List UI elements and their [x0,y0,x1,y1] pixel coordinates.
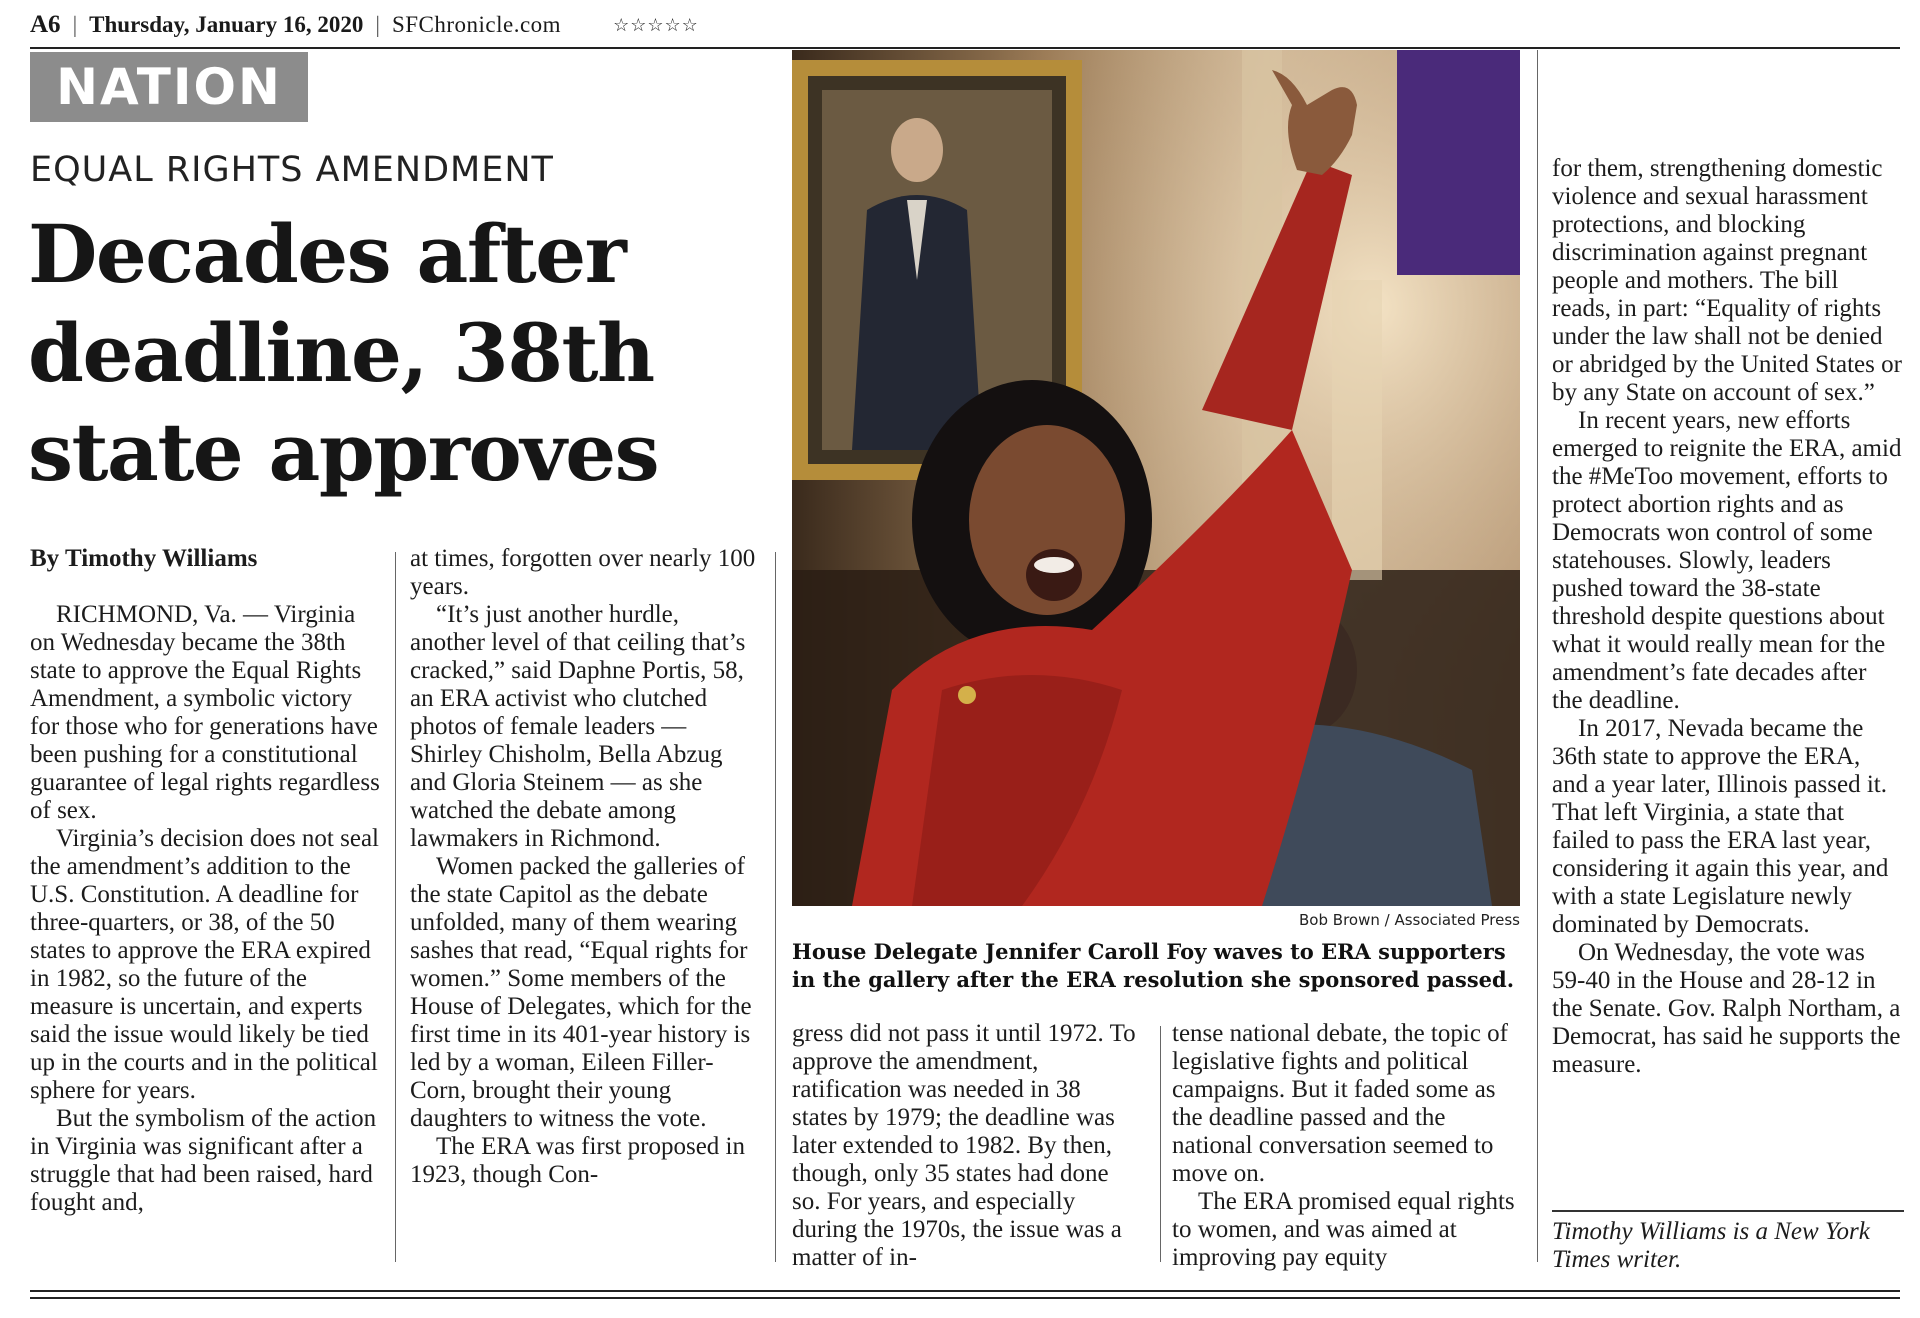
paragraph: The ERA promised equal rights to women, and was aimed at improving pay equity [1172,1188,1515,1271]
paragraph: “It’s just another hurdle, another level of that ceiling that’s cracked,” said Daphne Portis, 58, an ERA activist who clutched photos of female leaders — Shirley Chisholm, Bella Abzug and Gloria Steinem — as she watched the debate among lawmakers in Richmond. [410,601,746,852]
issue-date: Thursday, January 16, 2020 [89,12,364,37]
article-column-5 [1552,155,1902,1079]
paragraph: Women packed the galleries of the state Capitol as the debate unfolded, many of them wearing sashes that read, “Equal rights for women.” Some members of the House of Delegates, which for the first time in its 401-year history is led by a woman, Eileen Filler-Corn, brought their young daughters to witness the vote. [410,853,752,1132]
photo-caption: House Delegate Jennifer Caroll Foy waves to ERA supporters in the gallery after the ERA resolution she sponsored passed. [792,939,1515,992]
article-column-2 [410,545,758,1189]
folio-separator: | [72,12,78,37]
article-column-1 [30,545,380,1217]
site-name: SFChronicle.com [391,12,562,37]
column-divider [775,552,776,1262]
page-number: A6 [30,11,61,38]
folio-separator: | [375,12,380,37]
bottom-rule [30,1297,1900,1299]
paragraph: Virginia’s decision does not seal the amendment’s addition to the U.S. Constitution. A deadline for three-quarters, or 38, of the 50 states to approve the ERA expired in 1982, so the future of the measure is uncertain, and experts said the issue would likely be tied up in the courts and in the political sphere for years. [30,825,379,1104]
paragraph: for them, strengthening domestic violence and sexual harassment protections, and blocking discrimination against pregnant people and mothers. The bill reads, in part: “Equality of rights under the law shall not be denied or abridged by the United States or by any State on account of sex.” [1552,155,1902,406]
folio-line [30,8,699,42]
paragraph: at times, forgotten over nearly 100 years. [410,545,756,600]
paragraph: gress did not pass it until 1972. To approve the amendment, ratification was needed in 38 states by 1979; the deadline was later extended to 1982. By then, though, only 35 states had done so. For years, and especially during the 1970s, the issue was a matter of in- [792,1020,1136,1271]
bottom-rule [30,1290,1900,1292]
top-rule [30,47,1900,49]
edition-stars-icon: ☆☆☆☆☆ [613,14,699,35]
column-divider [1160,1026,1161,1262]
paragraph: RICHMOND, Va. — Virginia on Wednesday became the 38th state to approve the Equal Rights Amendment, a symbolic victory for those who for generations have been pushing for a constitutional guarantee of legal rights regardless of sex. [30,601,380,824]
paragraph: But the symbolism of the action in Virginia was significant after a struggle that had been raised, hard fought and, [30,1105,377,1216]
photo-illustration [792,50,1520,906]
byline: By Timothy Williams [30,545,258,572]
paragraph: On Wednesday, the vote was 59-40 in the House and 28-12 in the Senate. Gov. Ralph Northam, a Democrat, has said he supports the measure. [1552,939,1901,1078]
author-signoff: Timothy Williams is a New York Times writer. [1552,1218,1870,1273]
kicker: EQUAL RIGHTS AMENDMENT [30,150,554,190]
paragraph: tense national debate, the topic of legislative fights and political campaigns. But it faded some as the deadline passed and the national conversation seemed to move on. [1172,1020,1508,1187]
headline: Decades after deadline, 38th state approves [28,207,659,499]
section-label: NATION [30,52,308,122]
signoff-rule [1552,1210,1904,1212]
article-column-3 [792,1020,1142,1272]
news-photo [792,50,1520,906]
paragraph: In 2017, Nevada became the 36th state to approve the ERA, and a year later, Illinois passed it. That left Virginia, a state that failed to pass the ERA last year, considering it again this year, and with a state Legislature newly dominated by Democrats. [1552,715,1889,938]
column-divider [1537,50,1538,1262]
paragraph: In recent years, new efforts emerged to reignite the ERA, amid the #MeToo movement, efforts to protect abortion rights and as Democrats won control of some statehouses. Slowly, leaders pushed toward the 38-state threshold despite questions about what it would really mean for the amendment’s fate decades after the deadline. [1552,407,1902,714]
paragraph: The ERA was first proposed in 1923, though Con- [410,1133,745,1188]
article-column-4 [1172,1020,1522,1272]
column-divider [395,552,396,1262]
photo-credit: Bob Brown / Associated Press [1299,911,1520,929]
